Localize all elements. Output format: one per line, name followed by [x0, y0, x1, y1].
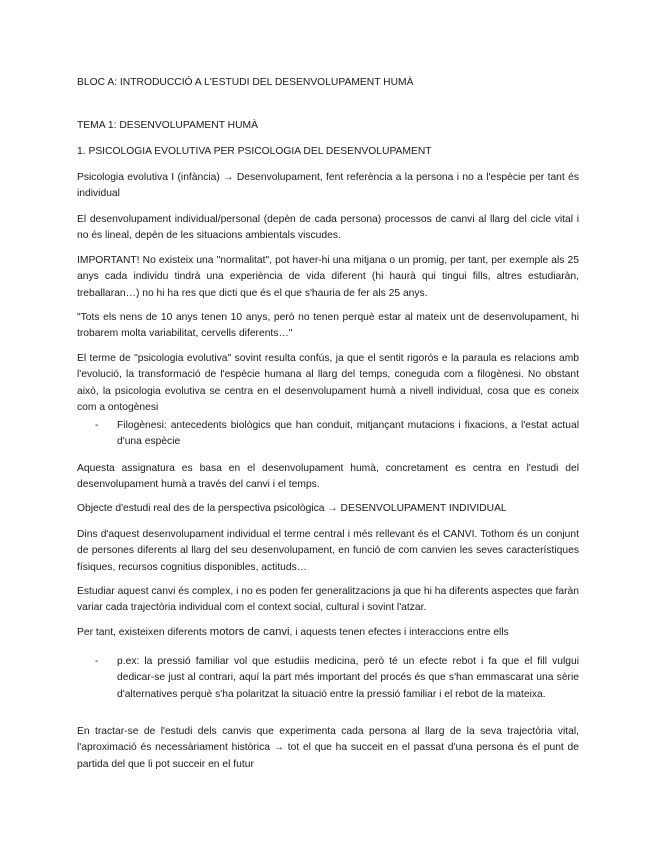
paragraph-9: Estudiar aquest canvi és complex, i no es poden fer generalitzacions ja que hi ha diferents aspectes que faràn variar cada trajectòria individual com el context social, cultural i sovint l'atzar.: [77, 586, 579, 614]
paragraph-8: Dins d'aquest desenvolupament individual el terme central i més rellevant és el CANVI. Tothom és un conjunt de persones diferents al llarg del seu desenvolupament, en funció de com canvien les seves característiques físiques, recursos cognitius disponibles, actituds…: [77, 529, 579, 573]
motors-de-canvi-term: motors de canvi: [209, 626, 290, 638]
paragraph-10-end: , i aquests tenen efectes i interaccions entre ells: [289, 627, 509, 638]
bullet-2-marker: -: [95, 656, 99, 667]
paragraph-10: [77, 624, 579, 641]
tema-title: TEMA 1: DESENVOLUPAMENT HUMÀ: [77, 120, 258, 131]
paragraph-3: IMPORTANT! No existeix una "normalitat", pot haver-hi una mitjana o un promig, per tant, per exemple als 25 anys cada individu tindrà una experiència de vida diferent (hi haurà qui tingui fills, altres estudiaràn, treballaran…) no hi ha res que dicti que és el que s'hauria de fer als 25 anys.: [77, 255, 579, 299]
paragraph-2: El desenvolupament individual/personal (depèn de cada persona) processos de canvi al llarg del cicle vital i no és lineal, depèn de les situacions ambientals viscudes.: [77, 214, 579, 242]
bloc-title: BLOC A: INTRODUCCIÓ A L'ESTUDI DEL DESENVOLUPAMENT HUMÀ: [77, 77, 414, 88]
paragraph-6: Aquesta assignatura es basa en el desenvolupament humà, concretament es centra en l'estudi del desenvolupament humà a través del canvi i el temps.: [77, 463, 579, 491]
bullet-1-text: Filogènesi: antecedents biològics que han conduit, mitjançant mutacions i fixacions, a l'estat actual d'una espècie: [117, 420, 579, 448]
paragraph-5: El terme de "psicologia evolutiva" sovint resulta confús, ja que el sentit rigorós e la paraula es relacions amb l'evolució, la transformació de l'espècie humana al llarg del temps, coneguda com a filogènesi. No obstant això, la psicologia evolutiva se centra en el desenvolupament humà a nivell individual, cosa que es coneix com a ontogènesi: [77, 353, 579, 413]
paragraph-10-start: Per tant, existeixen diferents: [77, 627, 210, 638]
bullet-1-marker: -: [95, 420, 99, 431]
section-title: 1. PSICOLOGIA EVOLUTIVA PER PSICOLOGIA DEL DESENVOLUPAMENT: [77, 146, 432, 157]
bullet-2-text: p.ex: la pressió familiar vol que estudiis medicina, però té un efecte rebot i fa que el fill vulgui dedicar-se just al contrari, aquí la part més important del procés és que s'han emmascarat una sèrie d'alternatives perquè s'ha polaritzat la situació entre la pressió familiar i el rebot de la mateixa.: [117, 656, 579, 700]
paragraph-7: Objecte d'estudi real des de la perspectiva psicològica → DESENVOLUPAMENT INDIVIDUAL: [77, 503, 507, 514]
paragraph-11: En tractar-se de l'estudi dels canvis que experimenta cada persona al llarg de la seva trajectòria vital, l'aproximació és necessàriament històrica → tot el que ha succeit en el passat d'una persona és el punt de partida del que li pot succeir en el futur: [77, 726, 579, 770]
paragraph-1: Psicologia evolutiva I (infància) → Desenvolupament, fent referència a la persona i no a l'espècie per tant és individual: [77, 172, 579, 200]
paragraph-4: "Tots els nens de 10 anys tenen 10 anys, però no tenen perquè estar al mateix unt de desenvolupament, hi trobarem molta variabilitat, cervells diferents…": [77, 312, 579, 340]
